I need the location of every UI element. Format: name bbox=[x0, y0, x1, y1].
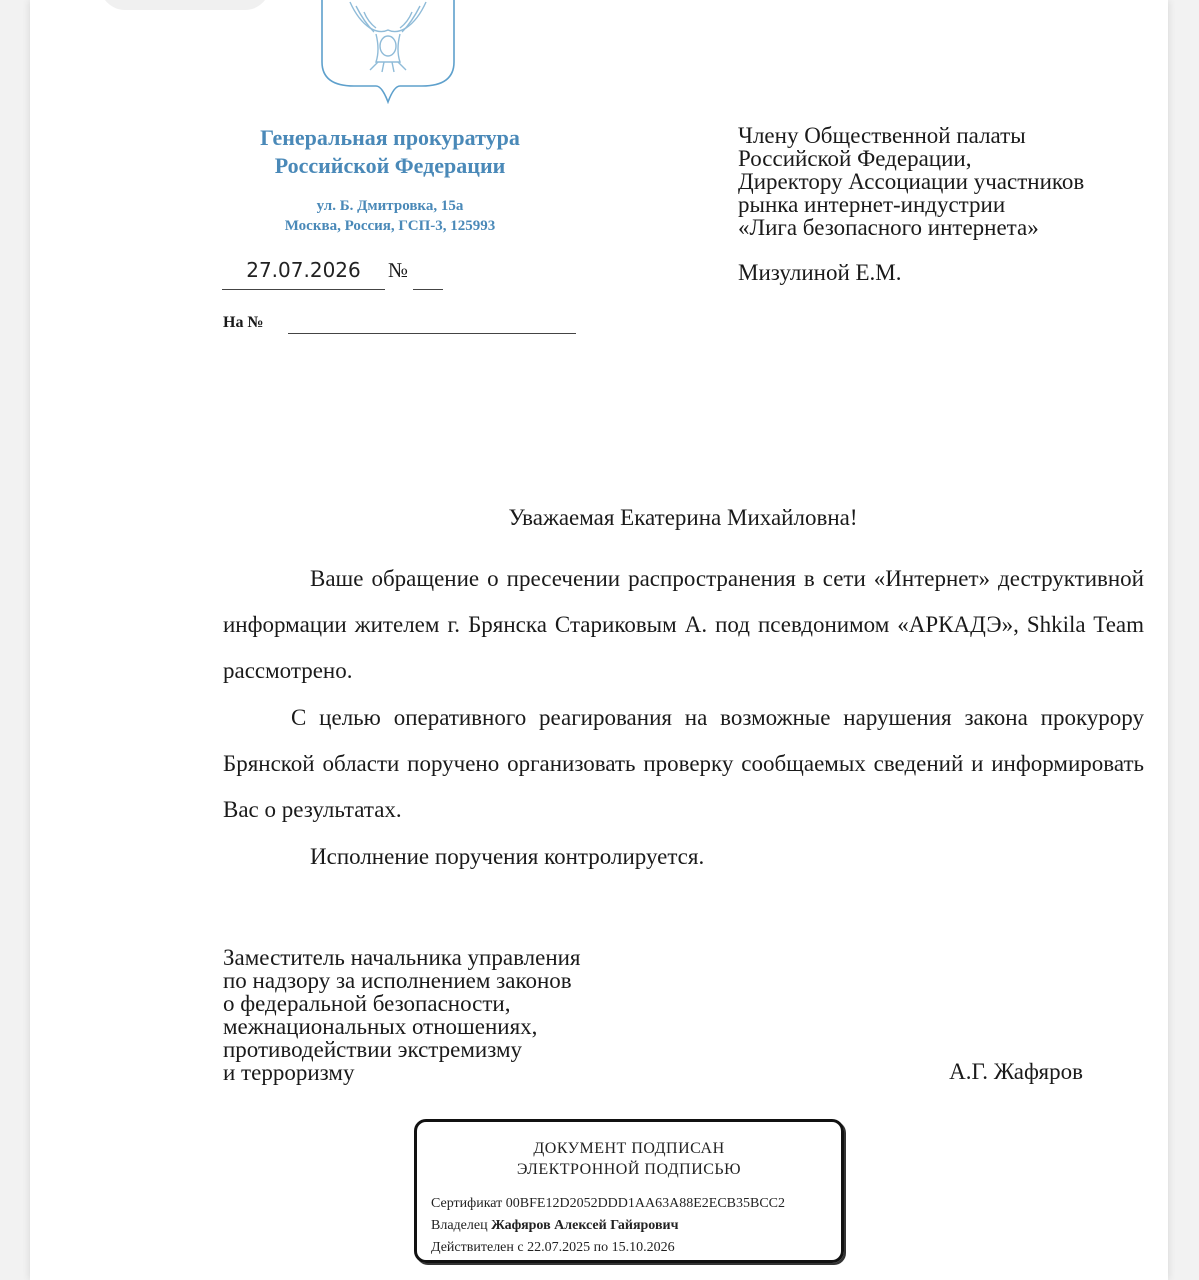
org-name-line1: Генеральная прокуратура bbox=[260, 125, 520, 150]
body-paragraph: С целью оперативного реагирования на возможные нарушения закона прокурору Брянской области поручено организовать проверку сообщаемых сведений и информировать Вас о результатах. bbox=[223, 705, 1144, 822]
stamp-title-line1: ДОКУМЕНТ ПОДПИСАН bbox=[533, 1140, 725, 1157]
valid-to-label: по bbox=[593, 1240, 609, 1255]
signer-name: А.Г. Жафяров bbox=[949, 1059, 1083, 1084]
double-headed-eagle-icon bbox=[320, 0, 456, 104]
stamp-validity-row bbox=[431, 1239, 675, 1257]
registration-number-label: № bbox=[388, 258, 409, 282]
recipient-line: Российской Федерации, bbox=[738, 146, 972, 171]
position-line: о федеральной безопасности, bbox=[223, 991, 511, 1016]
owner-value: Жафяров Алексей Гайярович bbox=[491, 1218, 679, 1233]
org-address-line1: ул. Б. Дмитровка, 15а bbox=[316, 198, 464, 214]
stamp-certificate-row bbox=[431, 1195, 785, 1213]
registration-number-line bbox=[413, 289, 443, 290]
org-address-line2: Москва, Россия, ГСП-3, 125993 bbox=[284, 218, 496, 234]
recipient-line: «Лига безопасного интернета» bbox=[738, 215, 1039, 240]
valid-from-label: с bbox=[517, 1240, 524, 1255]
recipient-line: Члену Общественной палаты bbox=[738, 123, 1026, 148]
registration-date: 27.07.2026 bbox=[222, 258, 385, 290]
certificate-value: 00BFE12D2052DDD1AA63A88E2ECB35BCC2 bbox=[505, 1196, 786, 1211]
reference-label: На № bbox=[223, 314, 264, 331]
document-page bbox=[30, 0, 1168, 1280]
body-paragraph: Исполнение поручения контролируется. bbox=[310, 844, 705, 869]
recipient-line: рынка интернет-индустрии bbox=[738, 192, 1006, 217]
electronic-signature-stamp bbox=[414, 1119, 844, 1263]
position-line: межнациональных отношениях, bbox=[223, 1014, 538, 1039]
stamp-title-line2: ЭЛЕКТРОННОЙ ПОДПИСЬЮ bbox=[516, 1161, 742, 1178]
recipient-line: Директору Ассоциации участников bbox=[738, 169, 1085, 194]
position-line: противодействии экстремизму bbox=[223, 1037, 523, 1062]
owner-label: Владелец bbox=[431, 1218, 488, 1233]
corner-shadow bbox=[100, 0, 270, 10]
valid-from: 22.07.2025 bbox=[527, 1240, 591, 1255]
valid-to: 15.10.2026 bbox=[611, 1240, 675, 1255]
stamp-owner-row bbox=[431, 1217, 679, 1235]
certificate-label: Сертификат bbox=[431, 1196, 503, 1211]
reference-line bbox=[288, 333, 576, 334]
valid-label: Действителен bbox=[431, 1240, 514, 1255]
recipient-name: Мизулиной Е.М. bbox=[738, 260, 902, 285]
body-paragraph: Ваше обращение о пресечении распространения в сети «Интернет» деструктивной информации жителем г. Брянска Стариковым А. под псевдонимом «АРКАДЭ», Shkila Team рассмотрено. bbox=[223, 566, 1144, 683]
position-line: по надзору за исполнением законов bbox=[223, 968, 572, 993]
position-line: и терроризму bbox=[223, 1060, 355, 1085]
org-name-line2: Российской Федерации bbox=[274, 153, 506, 178]
salutation: Уважаемая Екатерина Михайловна! bbox=[508, 505, 858, 530]
position-line: Заместитель начальника управления bbox=[223, 945, 581, 970]
